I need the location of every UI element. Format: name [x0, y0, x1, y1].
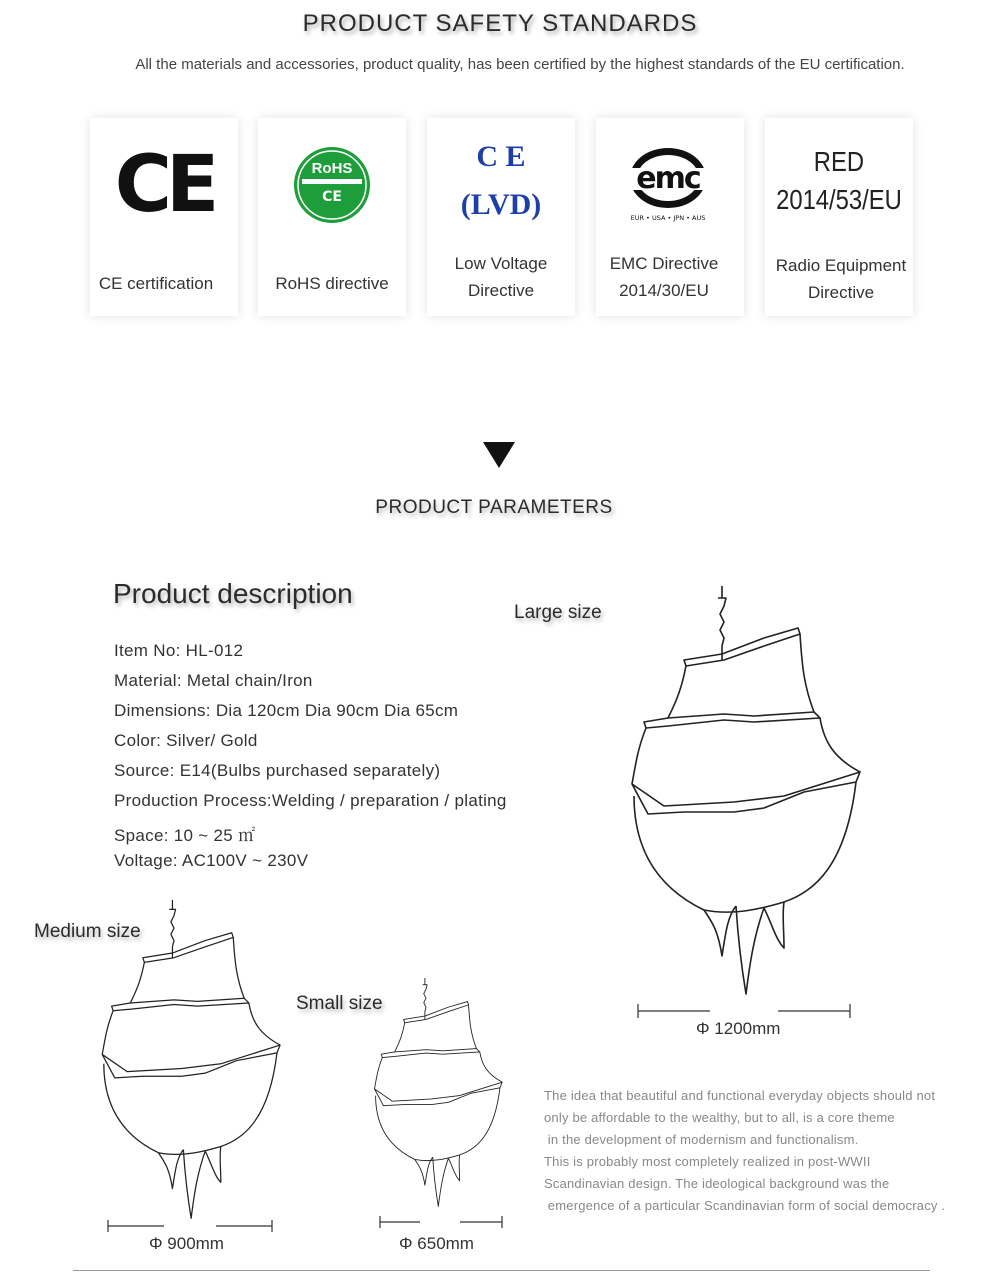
medium-dimension: Φ 900mm	[149, 1234, 224, 1253]
spec-dimensions: Dimensions: Dia 120cm Dia 90cm Dia 65cm	[114, 701, 459, 720]
large-dimension: Φ 1200mm	[696, 1019, 781, 1038]
rohs-text: RoHS	[311, 160, 353, 177]
spec-color: Color: Silver/ Gold	[114, 731, 258, 750]
lvd-ce-text: C E	[476, 140, 526, 173]
small-lamp-illustration	[374, 978, 502, 1206]
medium-size-label: Medium size	[34, 921, 141, 942]
paragraph-line: in the development of modernism and functionalism.	[544, 1132, 859, 1147]
description-title: Product description	[113, 578, 353, 609]
cert-caption-line2: Directive	[467, 281, 535, 300]
parameters-title: PRODUCT PARAMETERS	[375, 497, 613, 518]
cert-caption-line2: Directive	[807, 283, 875, 302]
spec-space: Space: 10 ~ 25 ㎡	[114, 826, 256, 845]
cert-caption-line2: 2014/30/EU	[619, 281, 709, 300]
cert-caption-line1: Low Voltage	[454, 254, 548, 273]
red-directive-number: 2014/53/EU	[776, 184, 902, 215]
cert-caption: CE certification	[98, 274, 214, 293]
red-text: RED	[813, 146, 865, 177]
ce-mark: CE	[114, 140, 214, 230]
emc-text: emc	[636, 161, 700, 196]
spec-process: Production Process:Welding / preparation / plating	[114, 791, 507, 810]
bottom-divider	[73, 1270, 930, 1271]
paragraph-line: only be affordable to the wealthy, but to all, is a core theme	[544, 1110, 895, 1125]
small-size-label: Small size	[296, 993, 383, 1014]
cert-caption: RoHS directive	[275, 274, 389, 293]
lvd-text: (LVD)	[460, 188, 542, 221]
safety-title: PRODUCT SAFETY STANDARDS	[302, 10, 698, 37]
cert-caption-line1: Radio Equipment	[775, 256, 907, 275]
rohs-ce-text: CE	[322, 189, 342, 205]
large-lamp-illustration	[632, 586, 860, 994]
spec-source: Source: E14(Bulbs purchased separately)	[114, 761, 441, 780]
paragraph-line: The idea that beautiful and functional everyday objects should not	[544, 1088, 936, 1103]
emc-regions: EUR • USA • JPN • AUS	[630, 214, 706, 222]
paragraph-line: This is probably most completely realized in post-WWII	[544, 1154, 871, 1169]
medium-lamp-illustration	[102, 900, 280, 1218]
spec-voltage: Voltage: AC100V ~ 230V	[114, 851, 309, 870]
cert-caption-line1: EMC Directive	[609, 254, 719, 273]
large-size-label: Large size	[514, 602, 602, 623]
safety-subtitle: All the materials and accessories, product quality, has been certified by the highest standards of the EU certification.	[135, 56, 905, 73]
spec-item-no: Item No: HL-012	[114, 641, 244, 660]
paragraph-line: Scandinavian design. The ideological background was the	[544, 1176, 890, 1191]
paragraph-line: emergence of a particular Scandinavian form of social democracy .	[544, 1198, 946, 1213]
spec-material: Material: Metal chain/Iron	[114, 671, 313, 690]
small-dimension: Φ 650mm	[399, 1234, 474, 1253]
